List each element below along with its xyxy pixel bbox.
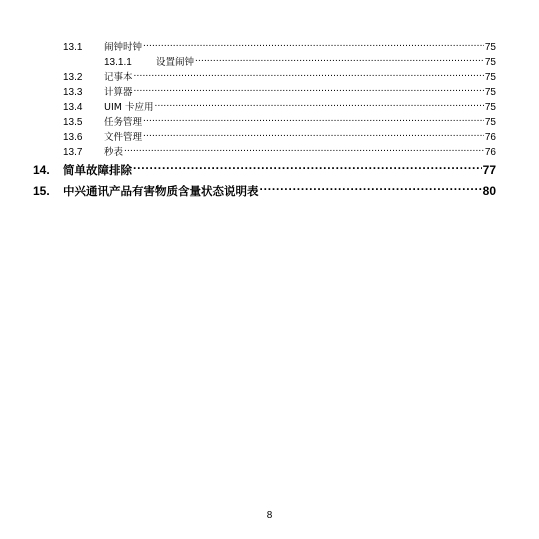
dot-leader [195,55,484,65]
dot-leader [143,115,484,125]
dot-leader [134,85,484,95]
toc-entry-page: 80 [482,184,496,198]
toc-entry-page: 75 [484,57,496,68]
toc-entry-number: 13.4 [63,102,83,113]
toc-entry-13-4[interactable] [63,100,496,115]
toc-entry-page: 77 [482,163,496,177]
dot-leader [143,40,484,50]
page-number: 8 [266,510,273,521]
toc-entry-13-3[interactable] [63,85,496,100]
toc-entry-13-1-1[interactable] [104,55,496,70]
toc-entry-title: 设置闹钟 [156,57,195,68]
toc-entry-title: 任务管理 [104,117,143,128]
toc-entry-page: 75 [484,72,496,83]
toc-entry-title: UIM 卡应用 [104,102,154,113]
toc-entry-number: 13.3 [63,87,83,98]
toc-entry-page: 76 [484,132,496,143]
toc-entry-13-2[interactable] [63,70,496,85]
toc-entry-number: 13.1 [63,42,83,53]
toc-entry-title: 秒表 [104,147,124,158]
toc-entry-number: 13.7 [63,147,83,158]
toc-entry-number: 13.1.1 [104,57,132,68]
toc-entry-number: 13.5 [63,117,83,128]
toc-entry-title: 闹钟时钟 [104,42,143,53]
dot-leader [133,162,482,174]
toc-entry-page: 75 [484,42,496,53]
toc-entry-13-6[interactable] [63,130,496,145]
toc-entry-13-1[interactable] [63,40,496,55]
dot-leader [143,130,484,140]
toc-entry-page: 76 [484,147,496,158]
toc-entry-number: 14. [33,163,50,177]
toc-entry-title: 计算器 [104,87,133,98]
toc-entry-15[interactable] [33,181,496,201]
dot-leader [260,183,482,195]
toc-entry-13-7[interactable] [63,145,496,160]
toc-entry-page: 75 [484,117,496,128]
toc-entry-number: 13.2 [63,72,83,83]
toc-entry-title: 记事本 [104,72,133,83]
toc-entry-title: 简单故障排除 [63,163,132,177]
toc-entry-13-5[interactable] [63,115,496,130]
toc-entry-title: 文件管理 [104,132,143,143]
toc-entry-number: 15. [33,184,50,198]
dot-leader [134,70,484,80]
toc-entry-page: 75 [484,102,496,113]
dot-leader [154,100,483,110]
dot-leader [124,145,484,155]
toc-entry-page: 75 [484,87,496,98]
toc-entry-title: 中兴通讯产品有害物质含量状态说明表 [63,184,259,198]
toc-entry-number: 13.6 [63,132,83,143]
toc-entry-14[interactable] [33,160,496,180]
